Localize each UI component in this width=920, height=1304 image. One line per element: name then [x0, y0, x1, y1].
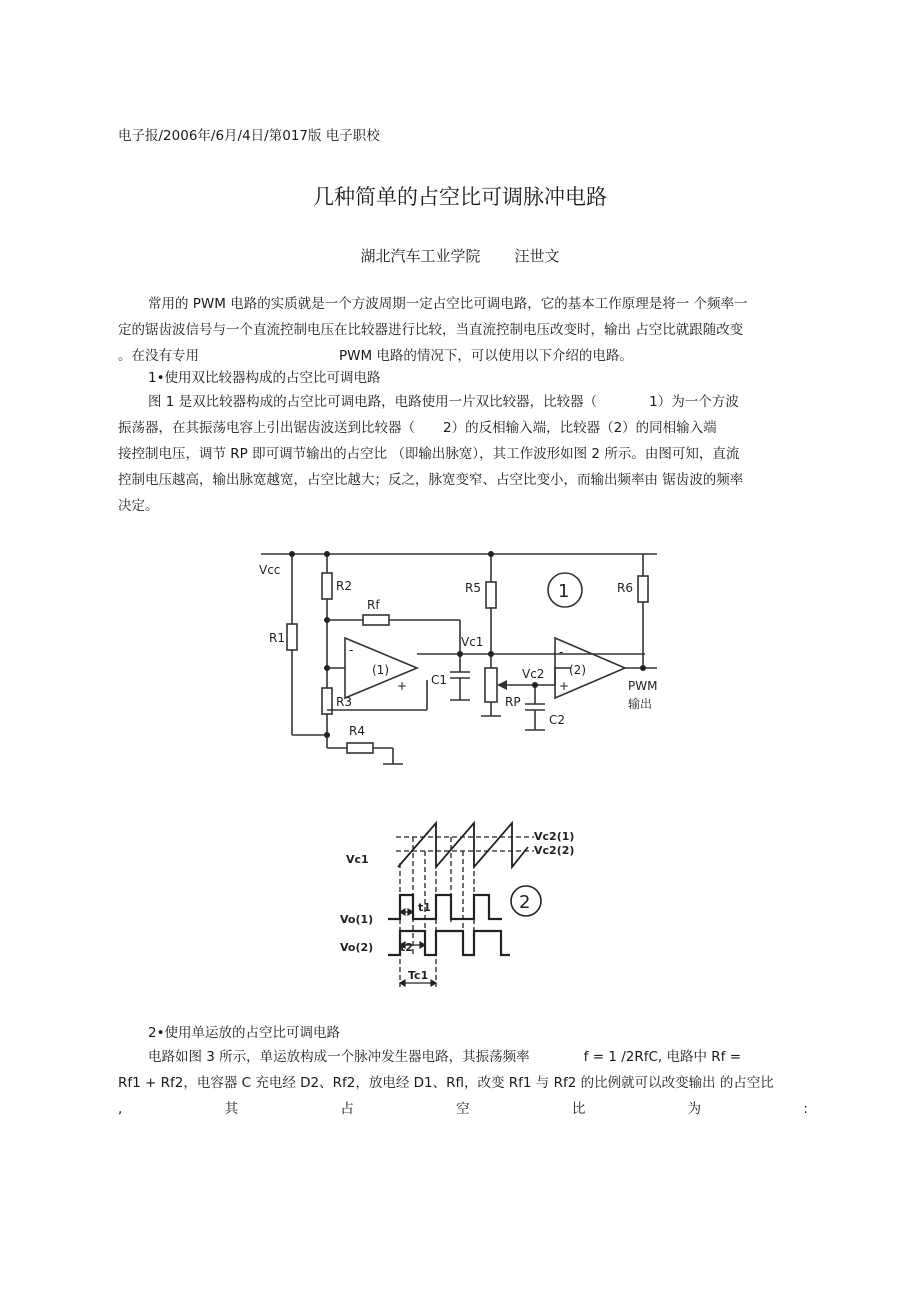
label-rf: Rf — [367, 598, 380, 612]
label-vo1: Vo(1) — [340, 913, 374, 926]
label-r1: R1 — [269, 631, 285, 645]
label-comparator-1: (1) — [372, 663, 389, 677]
section2-line-3-word-6: 为 — [687, 1101, 702, 1117]
section2-line-1 — [118, 1044, 808, 1070]
author-name: 汪世文 — [514, 247, 560, 265]
section1-line-1 — [118, 389, 808, 415]
section2-line-3-word-3: 占 — [340, 1101, 354, 1117]
section2-line-1b: f = 1 /2RfC, 电路中 Rf = — [583, 1049, 742, 1065]
resistor-r5 — [486, 582, 496, 608]
potentiometer-rp — [485, 668, 497, 702]
resistor-rf — [363, 615, 389, 625]
label-plus-1: + — [397, 679, 408, 693]
label-rp: RP — [505, 695, 521, 709]
label-t1: t1 — [418, 901, 431, 914]
label-r2: R2 — [336, 579, 352, 593]
label-r6: R6 — [617, 581, 633, 595]
label-vc2: Vc2 — [522, 667, 545, 681]
section2-line-2: Rf1 + Rf2，电容器 C 充电经 D2、Rf2，放电经 D1、Rfl，改变 Rf1 与 Rf2 的比例就可以改变输出 的占空比 — [118, 1075, 774, 1091]
label-output: 输出 — [628, 697, 653, 711]
section1-heading: 1•使用双比较器构成的占空比可调电路 — [148, 370, 381, 386]
author-line — [0, 245, 920, 266]
section2-line-3-word-1: , — [118, 1101, 123, 1117]
label-t2: t2 — [400, 941, 413, 954]
label-minus-1: - — [349, 643, 354, 657]
intro-line-3a: 。在没有专用 — [118, 348, 199, 364]
figure-1-number: 1 — [558, 581, 570, 602]
resistor-r6 — [638, 576, 648, 602]
label-comparator-2: (2) — [569, 663, 586, 677]
intro-line-3b: PWM 电路的情况下，可以使用以下介绍的电路。 — [339, 348, 633, 364]
section2-line-3-word-4: 空 — [456, 1101, 470, 1117]
label-r3: R3 — [336, 695, 352, 709]
label-vc1: Vc1 — [346, 853, 369, 866]
section1-line-1b: 1）为一个方波 — [649, 394, 739, 410]
affiliation: 湖北汽车工业学院 — [360, 247, 481, 265]
section1-line-2a: 振荡器，在其振荡电容上引出锯齿波送到比较器（ — [118, 420, 415, 436]
section1-line-2b: 2）的反相输入端，比较器（2）的同相输入端 — [443, 420, 717, 436]
label-c2: C2 — [549, 713, 566, 727]
intro-line-1: 常用的 PWM 电路的实质就是一个方波周期一定占空比可调电路，它的基本工作原理是将一 个频率一 — [148, 296, 748, 312]
label-vc2-1: Vc2(1) — [534, 830, 575, 843]
section2-line-3-word-7: : — [803, 1101, 808, 1117]
waveform-diagram-figure-2 — [338, 815, 590, 997]
section1-line-4: 控制电压越高，输出脉宽越宽，占空比越大；反之，脉宽变窄、占空比变小，而输出频率由 锯齿波的频率 — [118, 472, 744, 488]
section2-line-3-word-2: 其 — [224, 1101, 239, 1117]
section2-heading: 2•使用单运放的占空比可调电路 — [148, 1025, 341, 1041]
section2-line-1a: 电路如图 3 所示，单运放构成一个脉冲发生器电路，其振荡频率 — [148, 1049, 530, 1065]
label-vcc: Vcc — [259, 563, 281, 577]
section1-line-2 — [118, 415, 808, 441]
label-r5: R5 — [465, 581, 481, 595]
label-plus-2: + — [559, 679, 570, 693]
section1-paragraph — [118, 389, 808, 519]
section2-line-3-word-5: 比 — [571, 1101, 586, 1117]
label-vc2-2: Vc2(2) — [534, 844, 575, 857]
page-title: 几种简单的占空比可调脉冲电路 — [313, 185, 607, 209]
label-vc1: Vc1 — [461, 635, 484, 649]
resistor-r1 — [287, 624, 297, 650]
circuit-diagram-figure-1 — [255, 540, 665, 775]
resistor-r2 — [322, 573, 332, 599]
label-minus-2: - — [559, 645, 564, 659]
label-vo2: Vo(2) — [340, 941, 374, 954]
resistor-r4 — [347, 743, 373, 753]
label-c1: C1 — [431, 673, 448, 687]
section1-line-3: 接控制电压，调节 RP 即可调节输出的占空比 （即输出脉宽），其工作波形如图 2 所示。由图可知，直流 — [118, 446, 740, 462]
section2-paragraph — [118, 1044, 808, 1122]
section1-line-5: 决定。 — [118, 498, 159, 514]
intro-line-2: 定的锯齿波信号与一个直流控制电压在比较器进行比较，当直流控制电压改变时，输出 占空比就跟随改变 — [118, 322, 744, 338]
figure-2-number: 2 — [519, 892, 531, 913]
label-r4: R4 — [349, 724, 365, 738]
section2-line-3 — [118, 1096, 808, 1122]
intro-paragraph — [118, 291, 808, 369]
section1-line-1a: 图 1 是双比较器构成的占空比可调电路，电路使用一片双比较器，比较器（ — [148, 394, 598, 410]
source-line: 电子报/2006年/6月/4日/第017版 电子职校 — [118, 128, 380, 144]
label-tc1: Tc1 — [408, 969, 429, 982]
label-pwm: PWM — [628, 679, 658, 693]
